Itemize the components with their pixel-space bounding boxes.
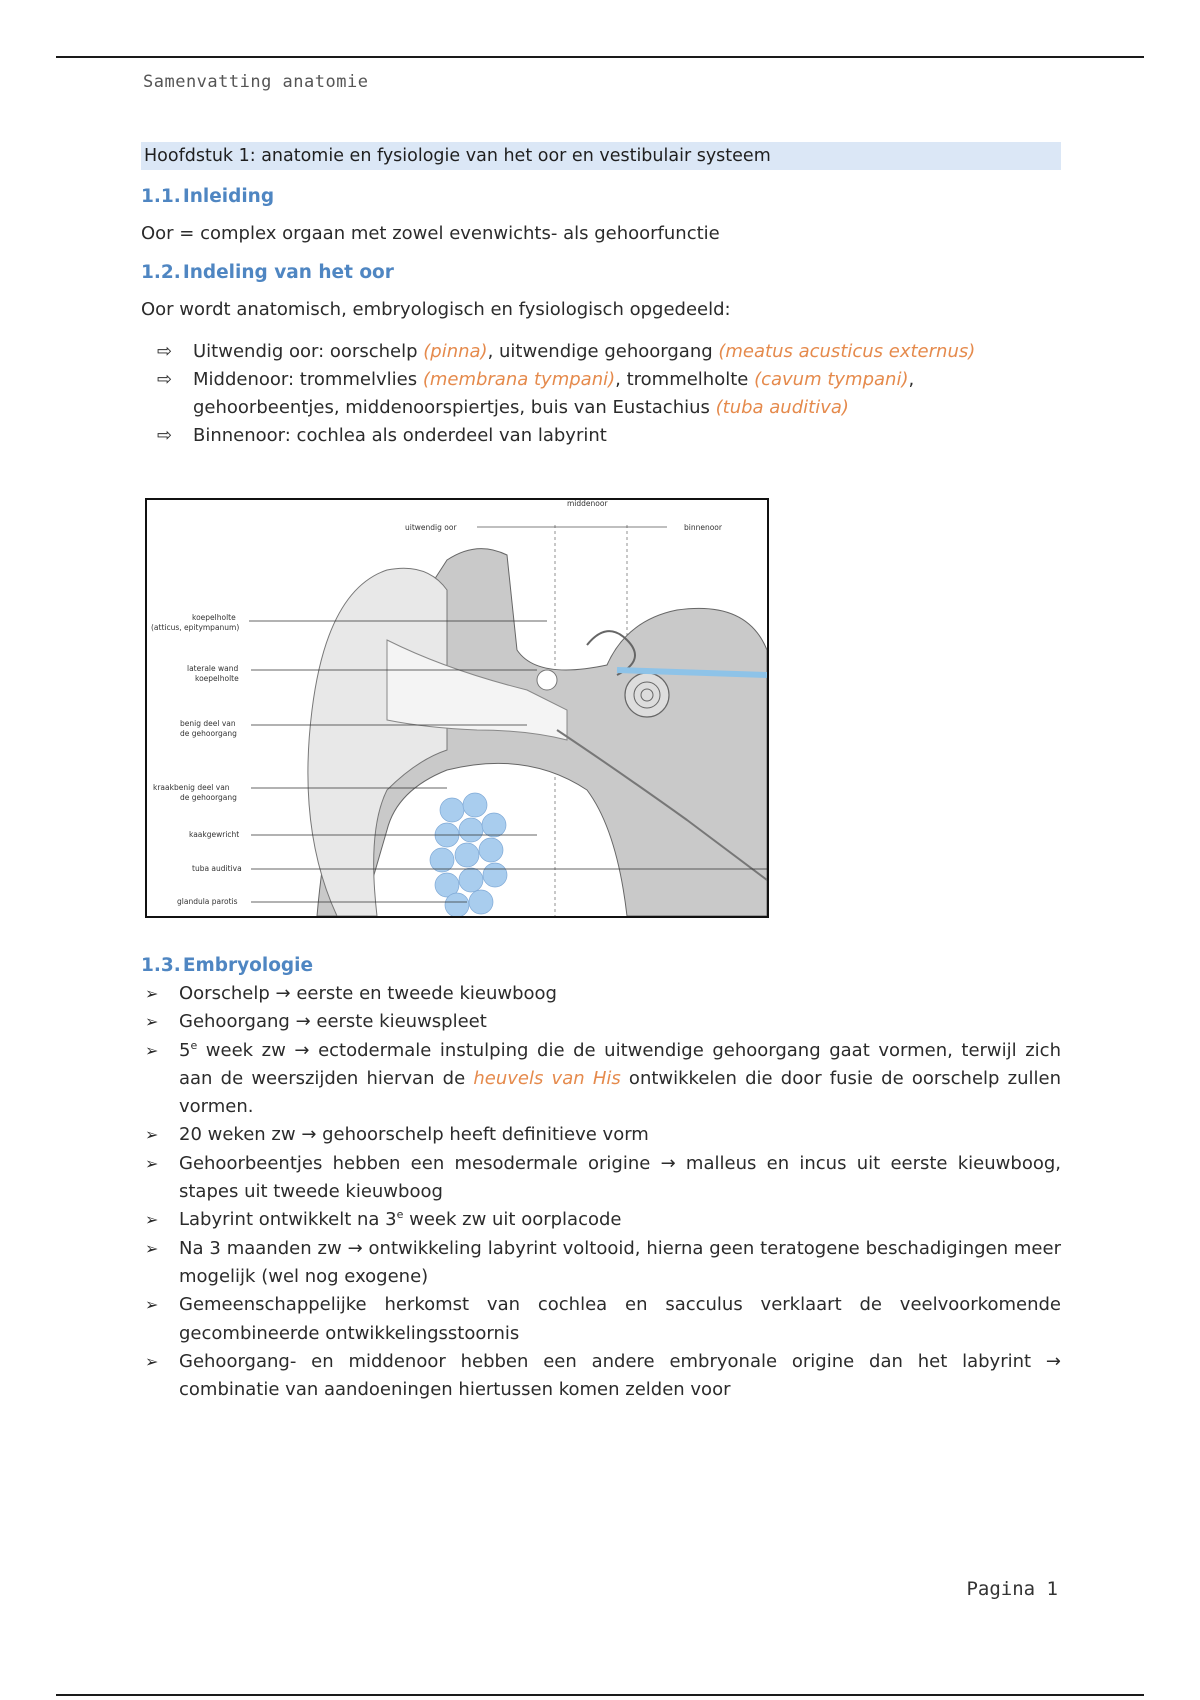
list-item	[141, 980, 1061, 1008]
item-text: week zw uit oorplacode	[403, 1209, 622, 1231]
item-text: malleus en incus uit eerste kieuwboog, stapes uit tweede kieuwboog	[179, 1152, 1061, 1203]
section-number: 1.2.	[141, 262, 181, 283]
label-koepelholte: koepelholte	[192, 613, 236, 622]
item-text: Gehoorgang- en middenoor hebben een andere embryonale origine dan het labyrint	[179, 1350, 1046, 1372]
item-text: , trommelholte	[615, 369, 755, 390]
item-text: 20 weken zw	[179, 1124, 302, 1146]
section-heading-inleiding	[141, 186, 1061, 207]
arrow-icon: →	[347, 1237, 363, 1259]
label-tuba-auditiva: tuba auditiva	[192, 864, 242, 873]
item-text: combinatie van aandoeningen hiertussen komen zelden voor	[179, 1379, 731, 1401]
item-text: Uitwendig oor: oorschelp	[193, 341, 424, 362]
indeling-list	[141, 338, 1061, 450]
item-text: ontwikkeling labyrint voltooid, hierna geen teratogene beschadigingen meer mogelijk (wel nog exogene)	[179, 1237, 1061, 1287]
superscript: e	[396, 1208, 404, 1222]
chevron-bullet-icon: ➢	[145, 1153, 159, 1173]
latin-term: (cavum tympani)	[754, 369, 909, 390]
item-text: Middenoor: trommelvlies	[193, 369, 423, 390]
list-item	[157, 366, 1061, 422]
item-text: Binnenoor: cochlea als onderdeel van labyrint	[193, 425, 607, 446]
label-middenoor: middenoor	[567, 500, 608, 508]
latin-term: (membrana tympani)	[422, 369, 616, 390]
label-binnenoor: binnenoor	[684, 523, 722, 532]
list-item	[141, 1206, 1061, 1234]
item-text: , uitwendige gehoorgang	[487, 341, 719, 362]
arrow-bullet-icon: ⇨	[157, 341, 173, 362]
label-benig-deel-sub: de gehoorgang	[180, 729, 237, 738]
chevron-bullet-icon: ➢	[145, 984, 159, 1003]
arrow-icon: →	[295, 1011, 311, 1033]
chevron-bullet-icon: ➢	[145, 1238, 159, 1258]
item-text: Gemeenschappelijke herkomst van cochlea en sacculus verklaart de veelvoorkomende gecombineerde ontwikkelingsstoornis	[179, 1294, 1061, 1344]
list-item	[141, 1291, 1061, 1348]
latin-term: (tuba auditiva)	[715, 397, 849, 418]
label-laterale-wand: laterale wand	[187, 664, 239, 673]
list-item	[157, 422, 1061, 450]
item-text: gehoorschelp heeft definitieve vorm	[316, 1124, 649, 1146]
chevron-bullet-icon: ➢	[145, 1210, 159, 1230]
list-item	[141, 1150, 1061, 1207]
label-glandula-parotis: glandula parotis	[177, 897, 238, 906]
embryologie-list	[141, 980, 1061, 1404]
item-text: ontwikkelen die door fusie de oorschelp zullen vormen.	[179, 1067, 1061, 1118]
bottom-rule	[56, 1694, 1144, 1696]
page-number: Pagina 1	[966, 1578, 1058, 1600]
list-item	[141, 1121, 1061, 1149]
running-header: Samenvatting anatomie	[143, 72, 369, 92]
arrow-icon: →	[275, 983, 291, 1004]
arrow-icon: →	[1045, 1350, 1061, 1372]
chevron-bullet-icon: ➢	[145, 1125, 159, 1145]
item-text: week zw	[197, 1039, 295, 1061]
list-item	[157, 338, 1061, 366]
arrow-icon: →	[294, 1039, 310, 1061]
label-koepelholte-sub: (atticus, epitympanum)	[151, 623, 240, 632]
indeling-intro: Oor wordt anatomisch, embryologisch en fysiologisch opgedeeld:	[141, 299, 731, 320]
item-text: , gehoorbeentjes, middenoorspiertjes, buis van Eustachius	[193, 369, 915, 418]
superscript: e	[190, 1038, 198, 1052]
label-benig-deel: benig deel van	[180, 719, 236, 728]
section-number: 1.1.	[141, 186, 181, 207]
item-text: Gehoorbeentjes hebben een mesodermale origine	[179, 1152, 661, 1174]
item-text: ectodermale instulping die de uitwendige gehoorgang gaat vormen, terwijl zich aan de weerszijden hiervan de	[179, 1039, 1061, 1089]
embryologie-section	[141, 955, 1061, 1404]
arrow-bullet-icon: ⇨	[157, 369, 173, 390]
section-title: Indeling van het oor	[182, 262, 394, 283]
chevron-bullet-icon: ➢	[145, 1040, 159, 1060]
chapter-title: Hoofdstuk 1: anatomie en fysiologie van het oor en vestibulair systeem	[141, 142, 1061, 170]
list-item	[141, 1008, 1061, 1036]
section-heading-embryologie	[141, 955, 1061, 976]
item-text: 5	[179, 1039, 191, 1061]
list-item	[141, 1037, 1061, 1122]
item-text: Labyrint ontwikkelt na 3	[179, 1209, 397, 1231]
section-heading-indeling	[141, 262, 1061, 283]
arrow-bullet-icon: ⇨	[157, 425, 173, 446]
label-uitwendig-oor: uitwendig oor	[405, 523, 457, 532]
item-text: eerste kieuwspleet	[310, 1011, 487, 1033]
label-kraakbenig-deel: kraakbenig deel van	[153, 783, 230, 792]
item-text: Gehoorgang	[179, 1011, 296, 1033]
label-kraakbenig-deel-sub: de gehoorgang	[180, 793, 237, 802]
top-rule	[56, 56, 1144, 58]
chevron-bullet-icon: ➢	[145, 1012, 159, 1032]
latin-term: (meatus acusticus externus)	[718, 341, 976, 362]
latin-term: (pinna)	[423, 341, 488, 362]
item-text: Na 3 maanden zw	[179, 1237, 348, 1259]
item-text: Oorschelp	[179, 983, 276, 1004]
arrow-icon: →	[660, 1152, 676, 1174]
section-number: 1.3.	[141, 955, 181, 976]
label-kaakgewricht: kaakgewricht	[189, 830, 240, 839]
list-item	[141, 1235, 1061, 1292]
inleiding-text: Oor = complex orgaan met zowel evenwichts- als gehoorfunctie	[141, 223, 720, 244]
arrow-icon: →	[301, 1124, 317, 1146]
main-content	[141, 142, 1061, 450]
label-laterale-wand-sub: koepelholte	[195, 674, 239, 683]
section-title: Embryologie	[182, 955, 314, 976]
latin-term: heuvels van His	[473, 1067, 621, 1089]
chevron-bullet-icon: ➢	[145, 1351, 159, 1371]
list-item	[141, 1348, 1061, 1405]
ear-anatomy-figure	[145, 498, 769, 918]
section-title: Inleiding	[182, 186, 275, 207]
item-text: eerste en tweede kieuwboog	[290, 983, 557, 1004]
chevron-bullet-icon: ➢	[145, 1295, 159, 1315]
ear-diagram	[147, 500, 767, 916]
